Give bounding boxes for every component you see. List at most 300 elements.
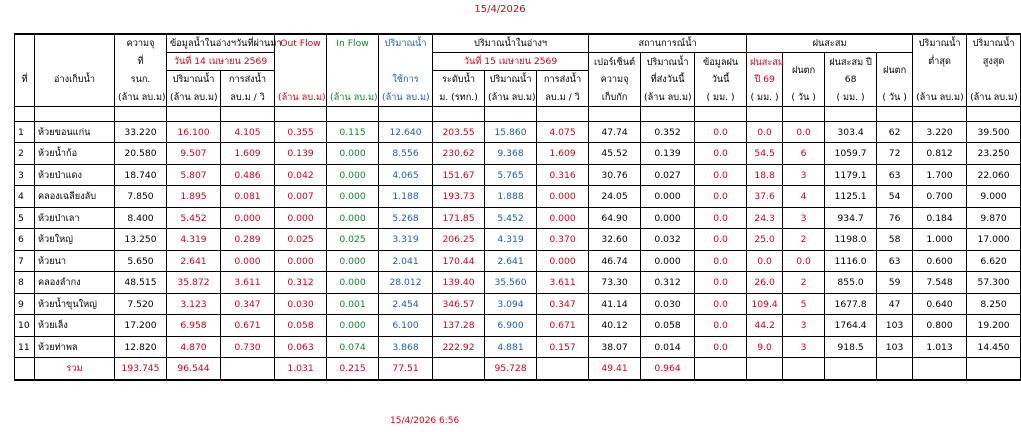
- cell-d69: 2: [783, 272, 825, 294]
- hdr-t-volume-1: ปริมาณน้ำ: [485, 71, 537, 89]
- cell-cap: 17.200: [115, 315, 167, 337]
- cell-max: 8.250: [967, 293, 1021, 315]
- hdr-reservoir: อ่างเก็บน้ำ: [35, 71, 115, 89]
- cell-out: 0.042: [275, 164, 327, 186]
- cell-d69: 6: [783, 143, 825, 165]
- cell-out: 0.000: [275, 250, 327, 272]
- cell-yvol: 4.870: [167, 336, 221, 358]
- cell-trel: 0.000: [537, 186, 589, 208]
- cell-cap: 48.515: [115, 272, 167, 294]
- cell-trel: 4.075: [537, 121, 589, 143]
- cell-rain: 0.0: [695, 315, 747, 337]
- hdr-max-3: (ล้าน ลบ.ม): [967, 89, 1021, 107]
- cell-use: 2.454: [379, 293, 433, 315]
- cell-tvol: 9.368: [485, 143, 537, 165]
- totals-t-volume: 95.728: [485, 358, 537, 380]
- cell-r68: 303.4: [825, 121, 877, 143]
- cell-tvol: 4.881: [485, 336, 537, 358]
- cell-min: 0.184: [913, 207, 967, 229]
- cell-use: 12.640: [379, 121, 433, 143]
- cell-rain: 0.0: [695, 207, 747, 229]
- cell-yrel: 0.730: [221, 336, 275, 358]
- cell-tvol: 4.319: [485, 229, 537, 251]
- cell-yrel: 0.081: [221, 186, 275, 208]
- cell-trel: 3.611: [537, 272, 589, 294]
- cell-d69: 2: [783, 229, 825, 251]
- cell-rain: 0.0: [695, 272, 747, 294]
- cell-d69: 3: [783, 315, 825, 337]
- cell-d69: 0.0: [783, 121, 825, 143]
- cell-no: 10: [15, 315, 35, 337]
- table-row: [15, 272, 1021, 294]
- hdr-rain68-2: 68: [825, 71, 877, 89]
- cell-r68: 1677.8: [825, 293, 877, 315]
- cell-yrel: 0.347: [221, 293, 275, 315]
- hdr-t-release-2: ลบ.ม / วิ: [537, 89, 589, 107]
- cell-lvl: 222.92: [433, 336, 485, 358]
- cell-use: 4.065: [379, 164, 433, 186]
- hdr-rain-today-1: ข้อมูลฝน: [695, 53, 747, 71]
- cell-lvl: 193.73: [433, 186, 485, 208]
- cell-r69: 54.5: [747, 143, 783, 165]
- totals-percent: 49.41: [589, 358, 641, 380]
- cell-r68: 918.5: [825, 336, 877, 358]
- hdr-rain68-3: ( มม. ): [825, 89, 877, 107]
- cell-tvol: 2.641: [485, 250, 537, 272]
- cell-in: 0.074: [327, 336, 379, 358]
- hdr-capacity-4: (ล้าน ลบ.ม): [115, 89, 167, 107]
- cell-r68: 1179.1: [825, 164, 877, 186]
- cell-r69: 26.0: [747, 272, 783, 294]
- cell-no: 7: [15, 250, 35, 272]
- cell-cap: 20.580: [115, 143, 167, 165]
- cell-rain: 0.0: [695, 250, 747, 272]
- cell-trel: 0.157: [537, 336, 589, 358]
- cell-lvl: 230.62: [433, 143, 485, 165]
- cell-out: 0.063: [275, 336, 327, 358]
- cell-d68: 76: [877, 207, 913, 229]
- cell-r69: 9.0: [747, 336, 783, 358]
- table-row: [15, 336, 1021, 358]
- cell-sent: 0.139: [641, 143, 695, 165]
- cell-lvl: 203.55: [433, 121, 485, 143]
- cell-yrel: 0.000: [221, 207, 275, 229]
- cell-r68: 1116.0: [825, 250, 877, 272]
- cell-r68: 1125.1: [825, 186, 877, 208]
- cell-in: 0.000: [327, 315, 379, 337]
- cell-yrel: 0.000: [221, 250, 275, 272]
- cell-out: 0.030: [275, 293, 327, 315]
- cell-trel: 0.000: [537, 250, 589, 272]
- cell-name: ห้วยท่าพล: [35, 336, 115, 358]
- totals-inflow: 0.215: [327, 358, 379, 380]
- cell-trel: 0.370: [537, 229, 589, 251]
- hdr-capacity-2: ที่: [115, 53, 167, 71]
- cell-no: 4: [15, 186, 35, 208]
- hdr-usage-3: (ล้าน ลบ.ม): [379, 89, 433, 107]
- cell-max: 17.000: [967, 229, 1021, 251]
- hdr-percent-3: เก็บกัก: [589, 89, 641, 107]
- cell-yrel: 3.611: [221, 272, 275, 294]
- cell-name: ห้วยน้ำขุนใหญ่: [35, 293, 115, 315]
- table-row: [15, 250, 1021, 272]
- cell-d68: 72: [877, 143, 913, 165]
- hdr-today-date: วันที่ 15 เมษายน 2569: [433, 53, 589, 71]
- cell-out: 0.000: [275, 207, 327, 229]
- cell-use: 3.868: [379, 336, 433, 358]
- hdr-sent-2: ที่ส่งวันนี้: [641, 71, 695, 89]
- cell-no: 9: [15, 293, 35, 315]
- cell-d69: 0.0: [783, 250, 825, 272]
- cell-pct: 24.05: [589, 186, 641, 208]
- cell-max: 9.000: [967, 186, 1021, 208]
- cell-d68: 103: [877, 315, 913, 337]
- hdr-yesterday-group: ข้อมูลน้ำในอ่างฯวันที่ผ่านมา: [167, 34, 275, 53]
- cell-max: 57.300: [967, 272, 1021, 294]
- hdr-min-1: ปริมาณน้ำ: [913, 34, 967, 53]
- cell-no: 8: [15, 272, 35, 294]
- totals-usage: 77.51: [379, 358, 433, 380]
- hdr-outflow: Out Flow: [275, 34, 327, 53]
- cell-r69: 0.0: [747, 250, 783, 272]
- cell-min: 1.013: [913, 336, 967, 358]
- cell-yvol: 35.872: [167, 272, 221, 294]
- hdr-today-group: ปริมาณน้ำในอ่างฯ: [433, 34, 589, 53]
- cell-yvol: 5.807: [167, 164, 221, 186]
- cell-min: 3.220: [913, 121, 967, 143]
- cell-in: 0.115: [327, 121, 379, 143]
- cell-yvol: 3.123: [167, 293, 221, 315]
- cell-lvl: 139.40: [433, 272, 485, 294]
- cell-in: 0.000: [327, 250, 379, 272]
- totals-sent: 0.964: [641, 358, 695, 380]
- totals-y-volume: 96.544: [167, 358, 221, 380]
- cell-r68: 855.0: [825, 272, 877, 294]
- cell-sent: 0.000: [641, 207, 695, 229]
- cell-rain: 0.0: [695, 121, 747, 143]
- cell-yvol: 4.319: [167, 229, 221, 251]
- spacer-row: [15, 106, 1021, 121]
- cell-cap: 5.650: [115, 250, 167, 272]
- hdr-max-1: ปริมาณน้ำ: [967, 34, 1021, 53]
- cell-lvl: 151.67: [433, 164, 485, 186]
- cell-cap: 12.820: [115, 336, 167, 358]
- cell-yvol: 6.958: [167, 315, 221, 337]
- footer-timestamp: 15/4/2026 6:56: [390, 416, 460, 426]
- cell-max: 6.620: [967, 250, 1021, 272]
- cell-cap: 8.400: [115, 207, 167, 229]
- cell-r68: 1059.7: [825, 143, 877, 165]
- table-body: [15, 106, 1021, 358]
- cell-cap: 13.250: [115, 229, 167, 251]
- hdr-percent-1: เปอร์เซ็นต์: [589, 53, 641, 71]
- cell-tvol: 6.900: [485, 315, 537, 337]
- cell-pct: 32.60: [589, 229, 641, 251]
- cell-pct: 30.76: [589, 164, 641, 186]
- cell-in: 0.001: [327, 293, 379, 315]
- cell-yrel: 0.671: [221, 315, 275, 337]
- cell-trel: 0.671: [537, 315, 589, 337]
- cell-name: ห้วยเล็ง: [35, 315, 115, 337]
- hdr-days68-1: ฝนตก: [877, 53, 913, 89]
- table-row: [15, 315, 1021, 337]
- cell-sent: 0.352: [641, 121, 695, 143]
- hdr-t-level-1: ระดับน้ำ: [433, 71, 485, 89]
- cell-lvl: 170.44: [433, 250, 485, 272]
- hdr-inflow: In Flow: [327, 34, 379, 53]
- cell-name: ห้วยป่าเลา: [35, 207, 115, 229]
- cell-d69: 3: [783, 164, 825, 186]
- cell-d68: 54: [877, 186, 913, 208]
- cell-d68: 63: [877, 250, 913, 272]
- cell-lvl: 171.85: [433, 207, 485, 229]
- hdr-sent-1: ปริมาณน้ำ: [641, 53, 695, 71]
- hdr-rain69-3: ( มม. ): [747, 89, 783, 107]
- cell-r68: 1764.4: [825, 315, 877, 337]
- cell-d68: 63: [877, 164, 913, 186]
- cell-d68: 62: [877, 121, 913, 143]
- hdr-min-3: (ล้าน ลบ.ม): [913, 89, 967, 107]
- cell-r69: 24.3: [747, 207, 783, 229]
- cell-d68: 59: [877, 272, 913, 294]
- hdr-usage-1: ปริมาณน้ำ: [379, 34, 433, 53]
- hdr-t-release-1: การส่งน้ำ: [537, 71, 589, 89]
- hdr-yesterday-date: วันที่ 14 เมษายน 2569: [167, 53, 275, 71]
- cell-yrel: 4.105: [221, 121, 275, 143]
- hdr-min-2: ต่ำสุด: [913, 53, 967, 71]
- cell-cap: 7.520: [115, 293, 167, 315]
- cell-sent: 0.014: [641, 336, 695, 358]
- totals-outflow: 1.031: [275, 358, 327, 380]
- cell-no: 2: [15, 143, 35, 165]
- hdr-days69-1: ฝนตก: [783, 53, 825, 89]
- cell-max: 39.500: [967, 121, 1021, 143]
- cell-in: 0.000: [327, 207, 379, 229]
- hdr-rain68-1: ฝนสะสม ปี: [825, 53, 877, 71]
- cell-pct: 41.14: [589, 293, 641, 315]
- cell-use: 6.100: [379, 315, 433, 337]
- cell-d69: 5: [783, 293, 825, 315]
- cell-lvl: 346.57: [433, 293, 485, 315]
- hdr-capacity-1: ความจุ: [115, 34, 167, 53]
- cell-d69: 3: [783, 207, 825, 229]
- hdr-no: ที่: [15, 71, 35, 89]
- table-row: [15, 186, 1021, 208]
- totals-capacity: 193.745: [115, 358, 167, 380]
- cell-yrel: 1.609: [221, 143, 275, 165]
- cell-lvl: 206.25: [433, 229, 485, 251]
- cell-name: คลองเฉลียงลับ: [35, 186, 115, 208]
- cell-rain: 0.0: [695, 164, 747, 186]
- hdr-t-level-2: ม. (รทก.): [433, 89, 485, 107]
- cell-in: 0.000: [327, 186, 379, 208]
- cell-out: 0.312: [275, 272, 327, 294]
- cell-sent: 0.032: [641, 229, 695, 251]
- cell-min: 0.700: [913, 186, 967, 208]
- hdr-inflow-unit: (ล้าน ลบ.ม): [327, 89, 379, 107]
- cell-max: 23.250: [967, 143, 1021, 165]
- cell-pct: 45.52: [589, 143, 641, 165]
- cell-r68: 934.7: [825, 207, 877, 229]
- table-row: [15, 143, 1021, 165]
- cell-sent: 0.027: [641, 164, 695, 186]
- cell-tvol: 1.888: [485, 186, 537, 208]
- cell-tvol: 15.860: [485, 121, 537, 143]
- table-row: [15, 207, 1021, 229]
- cell-pct: 40.12: [589, 315, 641, 337]
- cell-min: 7.548: [913, 272, 967, 294]
- cell-in: 0.000: [327, 164, 379, 186]
- cell-no: 1: [15, 121, 35, 143]
- cell-use: 5.268: [379, 207, 433, 229]
- cell-use: 8.556: [379, 143, 433, 165]
- cell-name: คลองลำกง: [35, 272, 115, 294]
- cell-r68: 1198.0: [825, 229, 877, 251]
- cell-in: 0.000: [327, 143, 379, 165]
- cell-r69: 37.6: [747, 186, 783, 208]
- hdr-rain-today-3: ( มม. ): [695, 89, 747, 107]
- hdr-capacity-3: รนก.: [115, 71, 167, 89]
- table-row: [15, 293, 1021, 315]
- hdr-sent-3: (ล้าน ลบ.ม): [641, 89, 695, 107]
- cell-yvol: 5.452: [167, 207, 221, 229]
- cell-min: 1.000: [913, 229, 967, 251]
- cell-pct: 38.07: [589, 336, 641, 358]
- table-row: [15, 164, 1021, 186]
- totals-label: รวม: [35, 358, 115, 380]
- cell-rain: 0.0: [695, 336, 747, 358]
- hdr-t-volume-2: (ล้าน ลบ.ม): [485, 89, 537, 107]
- cell-sent: 0.000: [641, 186, 695, 208]
- cell-min: 0.640: [913, 293, 967, 315]
- cell-sent: 0.000: [641, 250, 695, 272]
- cell-sent: 0.312: [641, 272, 695, 294]
- cell-r69: 109.4: [747, 293, 783, 315]
- hdr-rain69-2: ปี 69: [747, 71, 783, 89]
- cell-cap: 18.740: [115, 164, 167, 186]
- cell-sent: 0.030: [641, 293, 695, 315]
- cell-out: 0.355: [275, 121, 327, 143]
- cell-max: 9.870: [967, 207, 1021, 229]
- cell-use: 3.319: [379, 229, 433, 251]
- cell-r69: 18.8: [747, 164, 783, 186]
- cell-sent: 0.058: [641, 315, 695, 337]
- cell-name: ห้วยน้ำก้อ: [35, 143, 115, 165]
- cell-yvol: 2.641: [167, 250, 221, 272]
- cell-lvl: 137.28: [433, 315, 485, 337]
- cell-yvol: 9.507: [167, 143, 221, 165]
- cell-no: 11: [15, 336, 35, 358]
- cell-max: 19.200: [967, 315, 1021, 337]
- cell-cap: 33.220: [115, 121, 167, 143]
- cell-no: 5: [15, 207, 35, 229]
- cell-max: 22.060: [967, 164, 1021, 186]
- totals-row: [15, 358, 1021, 380]
- cell-yvol: 1.895: [167, 186, 221, 208]
- hdr-outflow-unit: (ล้าน ลบ.ม): [275, 89, 327, 107]
- cell-in: 0.025: [327, 229, 379, 251]
- cell-tvol: 35.560: [485, 272, 537, 294]
- cell-name: ห้วยขอนแก่น: [35, 121, 115, 143]
- cell-out: 0.025: [275, 229, 327, 251]
- hdr-rain-group: ฝนสะสม: [747, 34, 913, 53]
- cell-trel: 1.609: [537, 143, 589, 165]
- cell-use: 1.188: [379, 186, 433, 208]
- cell-tvol: 5.452: [485, 207, 537, 229]
- cell-out: 0.007: [275, 186, 327, 208]
- cell-d68: 103: [877, 336, 913, 358]
- cell-tvol: 3.094: [485, 293, 537, 315]
- cell-max: 14.450: [967, 336, 1021, 358]
- cell-rain: 0.0: [695, 186, 747, 208]
- cell-no: 6: [15, 229, 35, 251]
- table-row: [15, 229, 1021, 251]
- cell-use: 2.041: [379, 250, 433, 272]
- cell-tvol: 5.765: [485, 164, 537, 186]
- cell-r69: 44.2: [747, 315, 783, 337]
- cell-trel: 0.347: [537, 293, 589, 315]
- cell-yvol: 16.100: [167, 121, 221, 143]
- cell-r69: 0.0: [747, 121, 783, 143]
- cell-min: 1.700: [913, 164, 967, 186]
- cell-use: 28.012: [379, 272, 433, 294]
- cell-name: ห้วยนา: [35, 250, 115, 272]
- hdr-y-volume-1: ปริมาณน้ำ: [167, 71, 221, 89]
- cell-yrel: 0.486: [221, 164, 275, 186]
- cell-min: 0.812: [913, 143, 967, 165]
- cell-pct: 64.90: [589, 207, 641, 229]
- cell-trel: 0.000: [537, 207, 589, 229]
- cell-name: ห้วยป่าแดง: [35, 164, 115, 186]
- cell-name: ห้วยใหญ่: [35, 229, 115, 251]
- hdr-rain69-1: ฝนสะสม: [747, 53, 783, 71]
- cell-yrel: 0.289: [221, 229, 275, 251]
- cell-d68: 58: [877, 229, 913, 251]
- hdr-y-release-2: ลบ.ม / วิ: [221, 89, 275, 107]
- cell-d69: 4: [783, 186, 825, 208]
- hdr-usage-2: ใช้การ: [379, 71, 433, 89]
- hdr-y-volume-2: (ล้าน ลบ.ม): [167, 89, 221, 107]
- hdr-status-group: สถานการณ์น้ำ: [589, 34, 747, 53]
- cell-rain: 0.0: [695, 143, 747, 165]
- cell-no: 3: [15, 164, 35, 186]
- cell-trel: 0.316: [537, 164, 589, 186]
- cell-pct: 47.74: [589, 121, 641, 143]
- cell-d69: 3: [783, 336, 825, 358]
- cell-cap: 7.850: [115, 186, 167, 208]
- report-date: 15/4/2026: [474, 4, 526, 15]
- cell-out: 0.058: [275, 315, 327, 337]
- cell-rain: 0.0: [695, 229, 747, 251]
- table-row: [15, 121, 1021, 143]
- cell-in: 0.000: [327, 272, 379, 294]
- cell-pct: 73.30: [589, 272, 641, 294]
- cell-min: 0.800: [913, 315, 967, 337]
- hdr-days68-2: ( วัน ): [877, 89, 913, 107]
- cell-d68: 47: [877, 293, 913, 315]
- table-header: [15, 34, 1021, 106]
- cell-min: 0.600: [913, 250, 967, 272]
- cell-pct: 46.74: [589, 250, 641, 272]
- hdr-percent-2: ความจุ: [589, 71, 641, 89]
- cell-r69: 25.0: [747, 229, 783, 251]
- hdr-y-release-1: การส่งน้ำ: [221, 71, 275, 89]
- hdr-rain-today-2: วันนี้: [695, 71, 747, 89]
- cell-out: 0.139: [275, 143, 327, 165]
- reservoir-table: [14, 33, 1021, 381]
- hdr-days69-2: ( วัน ): [783, 89, 825, 107]
- cell-rain: 0.0: [695, 293, 747, 315]
